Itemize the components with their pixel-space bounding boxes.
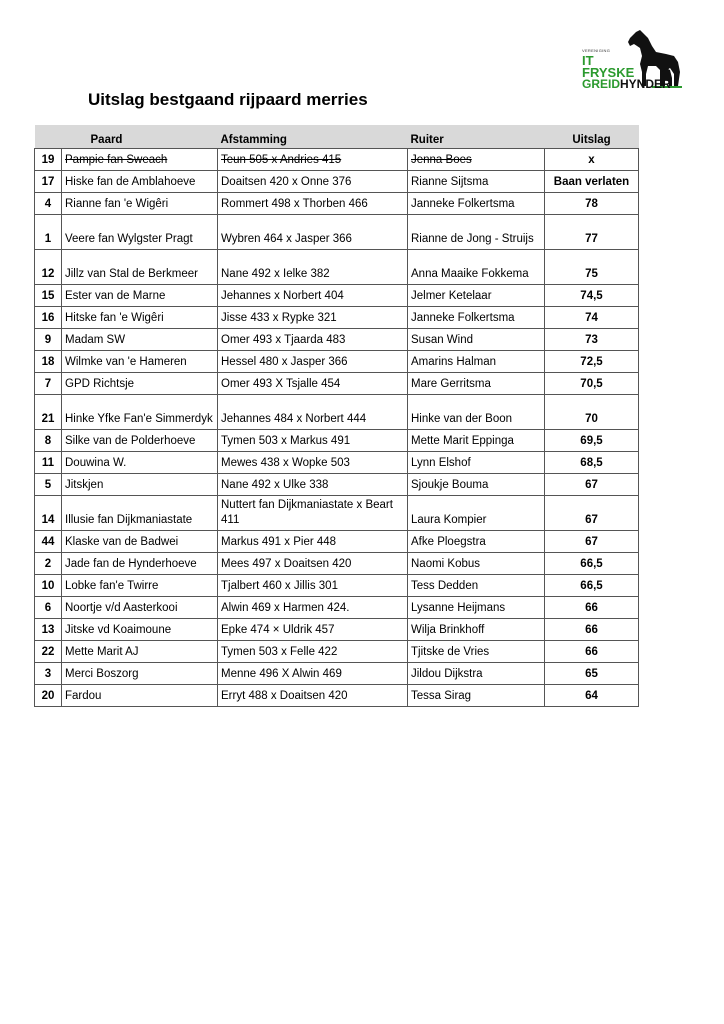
cell-uitslag: 70,5 bbox=[545, 373, 639, 395]
cell-num: 20 bbox=[35, 685, 62, 707]
cell-uitslag: 73 bbox=[545, 329, 639, 351]
cell-uitslag: 65 bbox=[545, 663, 639, 685]
table-row bbox=[35, 575, 639, 597]
cell-num: 18 bbox=[35, 351, 62, 373]
cell-paard: Jade fan de Hynderhoeve bbox=[62, 553, 218, 575]
cell-ruiter: Laura Kompier bbox=[408, 496, 545, 531]
cell-uitslag: 67 bbox=[545, 496, 639, 531]
table-row bbox=[35, 619, 639, 641]
cell-num: 17 bbox=[35, 171, 62, 193]
cell-ruiter: Janneke Folkertsma bbox=[408, 307, 545, 329]
cell-uitslag: 67 bbox=[545, 474, 639, 496]
cell-afstamming: Wybren 464 x Jasper 366 bbox=[218, 215, 408, 250]
table-row bbox=[35, 685, 639, 707]
cell-uitslag: 75 bbox=[545, 250, 639, 285]
cell-num: 14 bbox=[35, 496, 62, 531]
cell-paard: Hinke Yfke Fan'e Simmerdyk bbox=[62, 395, 218, 430]
table-row bbox=[35, 285, 639, 307]
cell-afstamming: Alwin 469 x Harmen 424. bbox=[218, 597, 408, 619]
cell-paard: GPD Richtsje bbox=[62, 373, 218, 395]
cell-paard: Jillz van Stal de Berkmeer bbox=[62, 250, 218, 285]
cell-ruiter: Wilja Brinkhoff bbox=[408, 619, 545, 641]
cell-afstamming: Jehannes 484 x Norbert 444 bbox=[218, 395, 408, 430]
cell-paard: Jitske vd Koaimoune bbox=[62, 619, 218, 641]
cell-num: 22 bbox=[35, 641, 62, 663]
cell-ruiter: Sjoukje Bouma bbox=[408, 474, 545, 496]
cell-ruiter: Naomi Kobus bbox=[408, 553, 545, 575]
cell-afstamming: Erryt 488 x Doaitsen 420 bbox=[218, 685, 408, 707]
cell-num: 9 bbox=[35, 329, 62, 351]
cell-afstamming: Omer 493 X Tsjalle 454 bbox=[218, 373, 408, 395]
cell-paard: Silke van de Polderhoeve bbox=[62, 430, 218, 452]
cell-num: 4 bbox=[35, 193, 62, 215]
cell-paard: Klaske van de Badwei bbox=[62, 531, 218, 553]
table-row bbox=[35, 496, 639, 531]
cell-uitslag: 70 bbox=[545, 395, 639, 430]
cell-uitslag: 66,5 bbox=[545, 575, 639, 597]
cell-ruiter: Afke Ploegstra bbox=[408, 531, 545, 553]
cell-paard: Jitskjen bbox=[62, 474, 218, 496]
cell-uitslag: 67 bbox=[545, 531, 639, 553]
table-row bbox=[35, 329, 639, 351]
cell-num: 11 bbox=[35, 452, 62, 474]
cell-afstamming: Tymen 503 x Felle 422 bbox=[218, 641, 408, 663]
cell-num: 16 bbox=[35, 307, 62, 329]
cell-ruiter: Lysanne Heijmans bbox=[408, 597, 545, 619]
cell-afstamming: Hessel 480 x Jasper 366 bbox=[218, 351, 408, 373]
cell-afstamming: Nane 492 x Ulke 338 bbox=[218, 474, 408, 496]
cell-uitslag: 74 bbox=[545, 307, 639, 329]
header-paard: Paard bbox=[62, 125, 218, 149]
cell-uitslag: 64 bbox=[545, 685, 639, 707]
cell-num: 1 bbox=[35, 215, 62, 250]
results-table bbox=[34, 125, 639, 707]
logo bbox=[582, 28, 684, 98]
cell-paard: Rianne fan 'e Wigêri bbox=[62, 193, 218, 215]
cell-paard: Wilmke van 'e Hameren bbox=[62, 351, 218, 373]
cell-ruiter: Lynn Elshof bbox=[408, 452, 545, 474]
cell-afstamming: Omer 493 x Tjaarda 483 bbox=[218, 329, 408, 351]
cell-num: 5 bbox=[35, 474, 62, 496]
cell-uitslag: 74,5 bbox=[545, 285, 639, 307]
cell-ruiter: Jenna Boes bbox=[408, 149, 545, 171]
cell-num: 21 bbox=[35, 395, 62, 430]
cell-num: 7 bbox=[35, 373, 62, 395]
cell-paard: Lobke fan'e Twirre bbox=[62, 575, 218, 597]
cell-afstamming: Teun 505 x Andries 415 bbox=[218, 149, 408, 171]
cell-paard: Noortje v/d Aasterkooi bbox=[62, 597, 218, 619]
cell-uitslag: 77 bbox=[545, 215, 639, 250]
cell-paard: Illusie fan Dijkmaniastate bbox=[62, 496, 218, 531]
cell-afstamming: Jehannes x Norbert 404 bbox=[218, 285, 408, 307]
cell-ruiter: Hinke van der Boon bbox=[408, 395, 545, 430]
cell-uitslag: x bbox=[545, 149, 639, 171]
cell-uitslag: 66 bbox=[545, 597, 639, 619]
cell-uitslag: 68,5 bbox=[545, 452, 639, 474]
table-row bbox=[35, 171, 639, 193]
table-row bbox=[35, 474, 639, 496]
table-row bbox=[35, 307, 639, 329]
cell-paard: Pampie fan Sweach bbox=[62, 149, 218, 171]
cell-ruiter: Jelmer Ketelaar bbox=[408, 285, 545, 307]
cell-paard: Madam SW bbox=[62, 329, 218, 351]
table-row bbox=[35, 663, 639, 685]
header-ruiter: Ruiter bbox=[408, 125, 545, 149]
cell-paard: Merci Boszorg bbox=[62, 663, 218, 685]
cell-paard: Hiske fan de Amblahoeve bbox=[62, 171, 218, 193]
table-row bbox=[35, 250, 639, 285]
cell-ruiter: Tess Dedden bbox=[408, 575, 545, 597]
table-header-row bbox=[35, 125, 639, 149]
cell-ruiter: Rianne Sijtsma bbox=[408, 171, 545, 193]
cell-num: 2 bbox=[35, 553, 62, 575]
cell-num: 6 bbox=[35, 597, 62, 619]
cell-ruiter: Janneke Folkertsma bbox=[408, 193, 545, 215]
cell-num: 12 bbox=[35, 250, 62, 285]
cell-paard: Fardou bbox=[62, 685, 218, 707]
logo-line3-black: HYNDER bbox=[620, 77, 671, 91]
logo-small-text: VERENIGING bbox=[582, 48, 611, 53]
cell-uitslag: 69,5 bbox=[545, 430, 639, 452]
cell-paard: Mette Marit AJ bbox=[62, 641, 218, 663]
cell-ruiter: Susan Wind bbox=[408, 329, 545, 351]
table-row bbox=[35, 452, 639, 474]
table-row bbox=[35, 553, 639, 575]
cell-paard: Hitske fan 'e Wigêri bbox=[62, 307, 218, 329]
cell-afstamming: Doaitsen 420 x Onne 376 bbox=[218, 171, 408, 193]
cell-uitslag: 72,5 bbox=[545, 351, 639, 373]
logo-line2: FRYSKE bbox=[582, 65, 635, 80]
cell-afstamming: Mewes 438 x Wopke 503 bbox=[218, 452, 408, 474]
cell-num: 19 bbox=[35, 149, 62, 171]
header-uitslag: Uitslag bbox=[545, 125, 639, 149]
cell-afstamming: Mees 497 x Doaitsen 420 bbox=[218, 553, 408, 575]
cell-afstamming: Epke 474 × Uldrik 457 bbox=[218, 619, 408, 641]
logo-line3 bbox=[582, 78, 671, 91]
cell-num: 15 bbox=[35, 285, 62, 307]
table-row bbox=[35, 430, 639, 452]
page-title: Uitslag bestgaand rijpaard merries bbox=[88, 90, 368, 109]
table-row bbox=[35, 597, 639, 619]
cell-num: 13 bbox=[35, 619, 62, 641]
cell-uitslag: 66 bbox=[545, 641, 639, 663]
cell-ruiter: Tjitske de Vries bbox=[408, 641, 545, 663]
table-row bbox=[35, 193, 639, 215]
logo-line1: IT bbox=[582, 53, 594, 68]
cell-num: 3 bbox=[35, 663, 62, 685]
cell-uitslag: Baan verlaten bbox=[545, 171, 639, 193]
cell-afstamming: Menne 496 X Alwin 469 bbox=[218, 663, 408, 685]
cell-afstamming: Markus 491 x Pier 448 bbox=[218, 531, 408, 553]
cell-paard: Douwina W. bbox=[62, 452, 218, 474]
cell-afstamming: Tjalbert 460 x Jillis 301 bbox=[218, 575, 408, 597]
cell-ruiter: Mette Marit Eppinga bbox=[408, 430, 545, 452]
cell-num: 44 bbox=[35, 531, 62, 553]
cell-paard: Veere fan Wylgster Pragt bbox=[62, 215, 218, 250]
cell-ruiter: Mare Gerritsma bbox=[408, 373, 545, 395]
table-row bbox=[35, 531, 639, 553]
cell-afstamming: Tymen 503 x Markus 491 bbox=[218, 430, 408, 452]
table-row bbox=[35, 215, 639, 250]
table-row bbox=[35, 373, 639, 395]
cell-ruiter: Jildou Dijkstra bbox=[408, 663, 545, 685]
table-row bbox=[35, 351, 639, 373]
logo-line3-green: GREID bbox=[582, 77, 621, 91]
cell-uitslag: 66,5 bbox=[545, 553, 639, 575]
table-row bbox=[35, 641, 639, 663]
header-afstamming: Afstamming bbox=[218, 125, 408, 149]
table-row bbox=[35, 149, 639, 171]
header-num bbox=[35, 125, 62, 149]
cell-num: 8 bbox=[35, 430, 62, 452]
cell-afstamming: Jisse 433 x Rypke 321 bbox=[218, 307, 408, 329]
cell-afstamming: Rommert 498 x Thorben 466 bbox=[218, 193, 408, 215]
cell-ruiter: Anna Maaike Fokkema bbox=[408, 250, 545, 285]
cell-afstamming: Nane 492 x Ielke 382 bbox=[218, 250, 408, 285]
cell-afstamming: Nuttert fan Dijkmaniastate x Beart 411 bbox=[218, 496, 408, 531]
cell-uitslag: 78 bbox=[545, 193, 639, 215]
table-row bbox=[35, 395, 639, 430]
cell-ruiter: Rianne de Jong - Struijs bbox=[408, 215, 545, 250]
cell-num: 10 bbox=[35, 575, 62, 597]
cell-paard: Ester van de Marne bbox=[62, 285, 218, 307]
cell-ruiter: Amarins Halman bbox=[408, 351, 545, 373]
cell-ruiter: Tessa Sirag bbox=[408, 685, 545, 707]
cell-uitslag: 66 bbox=[545, 619, 639, 641]
